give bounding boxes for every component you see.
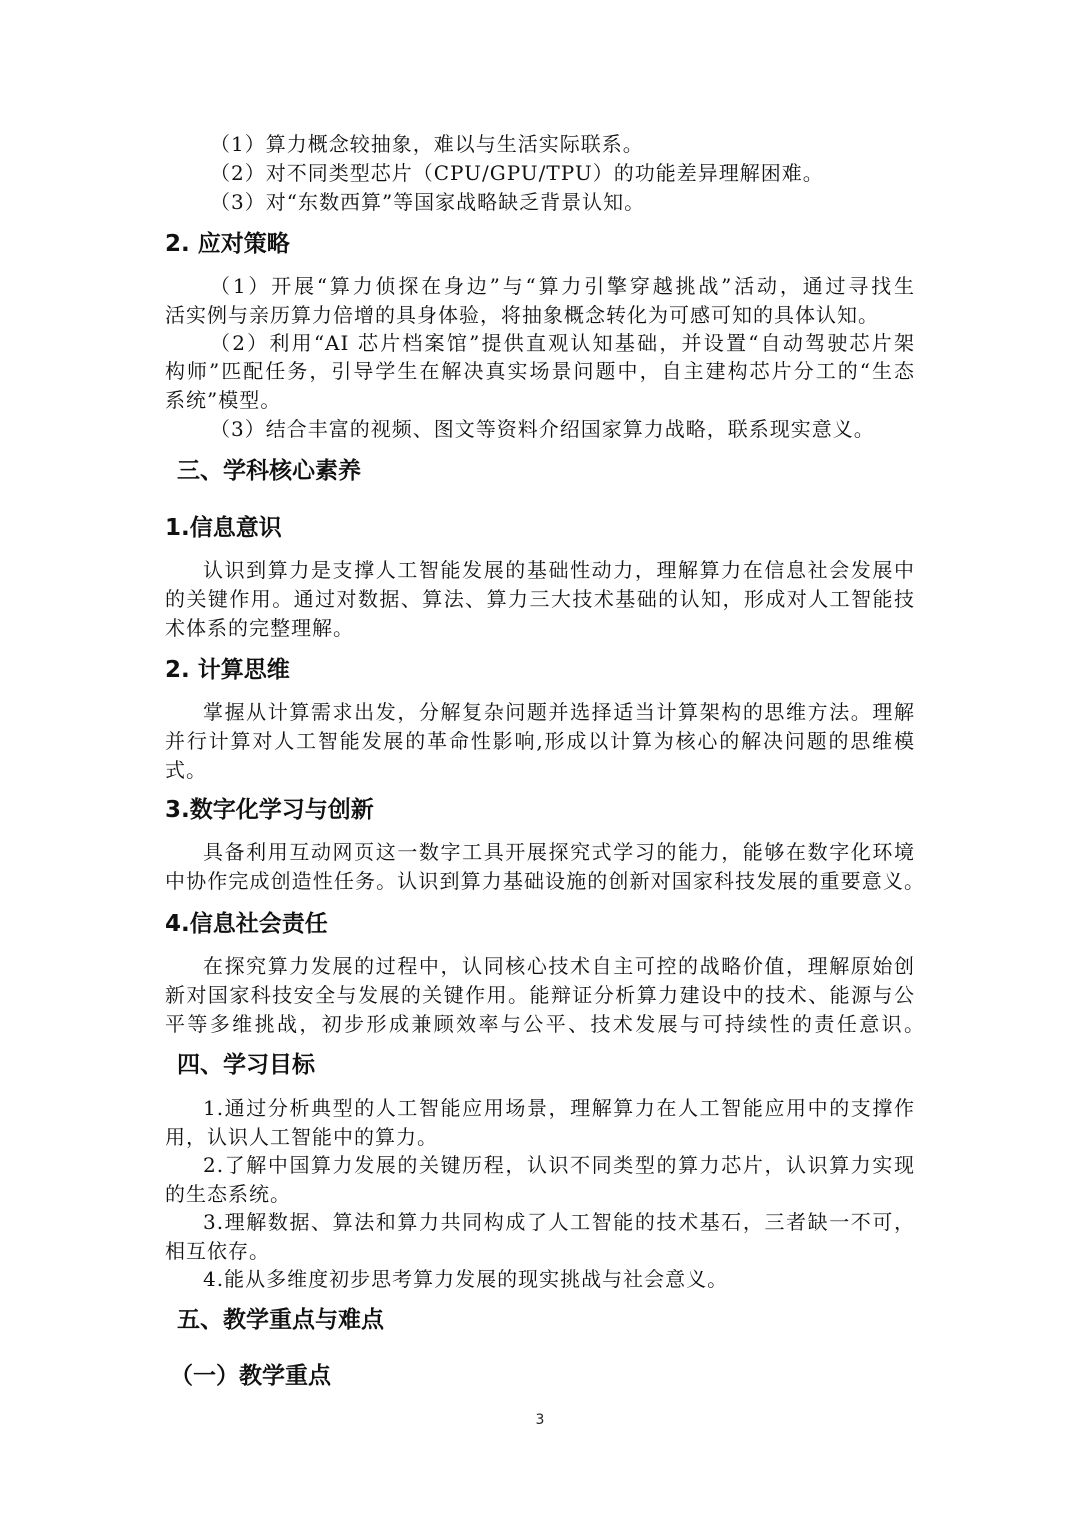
strategy-2-line-1: （2）利用“AI 芯片档案馆”提供直观认知基础，并设置“自动驾驶芯片架 xyxy=(210,331,915,355)
difficulty-item-3: （3）对“东数西算”等国家战略缺乏背景认知。 xyxy=(210,190,646,214)
section-4-title: 四、学习目标 xyxy=(177,1052,315,1078)
goal-3-line-2: 相互依存。 xyxy=(165,1239,270,1263)
strategy-1-line-1: （1）开展“算力侦探在身边”与“算力引擎穿越挑战”活动，通过寻找生 xyxy=(210,274,915,298)
section-3-title: 三、学科核心素养 xyxy=(177,458,361,484)
difficulty-item-1: （1）算力概念较抽象，难以与生活实际联系。 xyxy=(210,132,644,156)
core-literacy-2-line-3: 式。 xyxy=(165,758,207,782)
strategy-2-line-3: 系统”模型。 xyxy=(165,388,282,412)
core-literacy-4-line-2: 新对国家科技安全与发展的关键作用。能辩证分析算力建设中的技术、能源与公 xyxy=(165,983,915,1007)
core-literacy-3-line-1: 具备利用互动网页这一数字工具开展探究式学习的能力，能够在数字化环境 xyxy=(203,840,915,864)
core-literacy-1-heading: 1.信息意识 xyxy=(165,515,282,541)
section-5-sub-1-heading: （一）教学重点 xyxy=(170,1363,331,1389)
core-literacy-3-heading: 3.数字化学习与创新 xyxy=(165,797,374,823)
core-literacy-2-heading: 2. 计算思维 xyxy=(165,657,290,683)
goal-3-line-1: 3.理解数据、算法和算力共同构成了人工智能的技术基石，三者缺一不可， xyxy=(203,1210,915,1234)
core-literacy-4-line-1: 在探究算力发展的过程中，认同核心技术自主可控的战略价值，理解原始创 xyxy=(203,954,915,978)
difficulty-item-2: （2）对不同类型芯片（CPU/GPU/TPU）的功能差异理解困难。 xyxy=(210,161,824,185)
section-5-title: 五、教学重点与难点 xyxy=(177,1307,384,1333)
strategies-heading: 2. 应对策略 xyxy=(165,231,290,257)
core-literacy-1-line-1: 认识到算力是支撑人工智能发展的基础性动力，理解算力在信息社会发展中 xyxy=(203,558,915,582)
core-literacy-4-line-3: 平等多维挑战，初步形成兼顾效率与公平、技术发展与可持续性的责任意识。 xyxy=(165,1012,925,1036)
core-literacy-3-line-2: 中协作完成创造性任务。认识到算力基础设施的创新对国家科技发展的重要意义。 xyxy=(165,869,925,893)
core-literacy-2-line-1: 掌握从计算需求出发，分解复杂问题并选择适当计算架构的思维方法。理解 xyxy=(203,700,915,724)
strategy-2-line-2: 构师”匹配任务，引导学生在解决真实场景问题中，自主建构芯片分工的“生态 xyxy=(165,359,915,383)
goal-2-line-1: 2.了解中国算力发展的关键历程，认识不同类型的算力芯片，认识算力实现 xyxy=(203,1153,915,1177)
core-literacy-1-line-2: 的关键作用。通过对数据、算法、算力三大技术基础的认知，形成对人工智能技 xyxy=(165,587,915,611)
strategy-1-line-2: 活实例与亲历算力倍增的具身体验，将抽象概念转化为可感可知的具体认知。 xyxy=(165,303,879,327)
core-literacy-2-line-2: 并行计算对人工智能发展的革命性影响,形成以计算为核心的解决问题的思维模 xyxy=(165,729,915,753)
goal-1-line-1: 1.通过分析典型的人工智能应用场景，理解算力在人工智能应用中的支撑作 xyxy=(203,1096,915,1120)
core-literacy-4-heading: 4.信息社会责任 xyxy=(165,911,328,937)
goal-2-line-2: 的生态系统。 xyxy=(165,1182,291,1206)
core-literacy-1-line-3: 术体系的完整理解。 xyxy=(165,616,354,640)
strategy-3-line-1: （3）结合丰富的视频、图文等资料介绍国家算力战略，联系现实意义。 xyxy=(210,417,875,441)
page-number: 3 xyxy=(535,1412,545,1428)
goal-4-line-1: 4.能从多维度初步思考算力发展的现实挑战与社会意义。 xyxy=(203,1267,729,1291)
goal-1-line-2: 用，认识人工智能中的算力。 xyxy=(165,1125,438,1149)
